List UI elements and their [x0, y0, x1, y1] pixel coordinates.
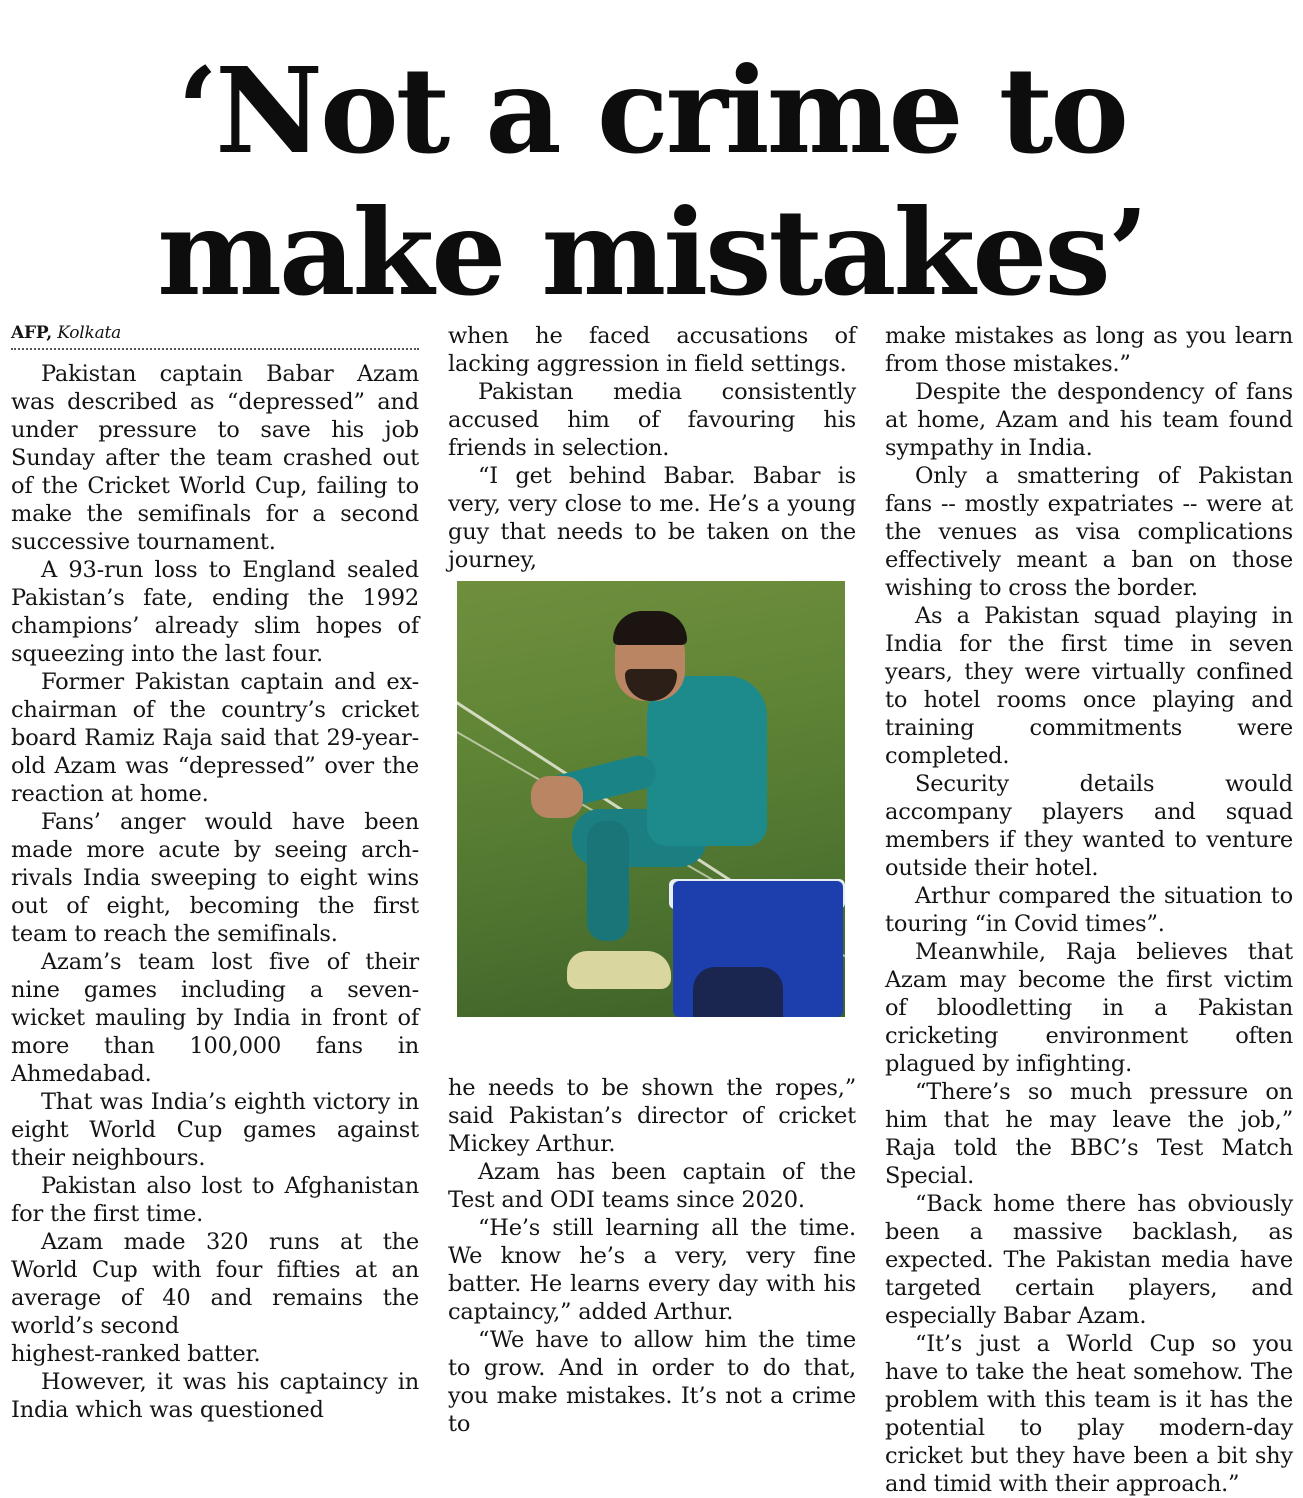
headline-line-2: make mistakes’	[157, 183, 1146, 322]
article-column-2	[448, 322, 856, 574]
byline-place: Kolkata	[57, 323, 122, 343]
article-column-2-continued	[448, 1074, 856, 1438]
paragraph: Pakistan media consistently accused him of favouring his friends in selection.	[448, 379, 856, 461]
paragraph: Meanwhile, Raja believes that Azam may become the first victim of bloodletting in a Pakistan cricketing environment often plagued by infighting.	[885, 939, 1293, 1077]
byline-divider	[11, 348, 419, 350]
paragraph: Pakistan also lost to Afghanistan for the first time.	[11, 1173, 419, 1227]
paragraph: That was India’s eighth victory in eight World Cup games against their neighbours.	[11, 1089, 419, 1171]
paragraph: Azam made 320 runs at the World Cup with four fifties at an average of 40 and remains the world’s second	[11, 1229, 419, 1339]
article-column-3	[885, 322, 1293, 1498]
paragraph: “It’s just a World Cup so you have to take the heat somehow. The problem with this team is it has the potential to play modern-day cricket but they have been a bit shy and timid with their approach.”	[885, 1331, 1293, 1497]
player-shoe	[567, 951, 671, 989]
paragraph: “There’s so much pressure on him that he may leave the job,” Raja told the BBC’s Test Match Special.	[885, 1079, 1293, 1189]
cricketer-photo	[457, 581, 845, 1017]
paragraph: “I get behind Babar. Babar is very, very close to me. He’s a young guy that needs to be taken on the journey,	[448, 463, 856, 573]
paragraph: Azam’s team lost five of their nine games including a seven-wicket mauling by India in front of more than 100,000 fans in Ahmedabad.	[11, 949, 419, 1087]
paragraph-tail: highest-ranked batter.	[11, 1341, 261, 1367]
paragraph: Fans’ anger would have been made more acute by seeing arch-rivals India sweeping to eight wins out of eight, becoming the first team to reach the semifinals.	[11, 809, 419, 947]
player-shin	[587, 821, 629, 941]
paragraph: Azam has been captain of the Test and ODI teams since 2020.	[448, 1159, 856, 1213]
player-torso	[647, 676, 767, 846]
article-column-1	[11, 322, 419, 1424]
byline-agency: AFP,	[11, 323, 52, 343]
paragraph: “Back home there has obviously been a massive backlash, as expected. The Pakistan media have targeted certain players, and especially Babar Azam.	[885, 1191, 1293, 1329]
paragraph: Only a smattering of Pakistan fans -- mostly expatriates -- were at the venues as visa complications effectively meant a ban on those wishing to cross the border.	[885, 463, 1293, 601]
paragraph: Pakistan captain Babar Azam was described as “depressed” and under pressure to save his job Sunday after the team crashed out of the Cricket World Cup, failing to make the semifinals for a second successive tournament.	[11, 361, 419, 555]
paragraph: A 93-run loss to England sealed Pakistan’s fate, ending the 1992 champions’ already slim hopes of squeezing into the last four.	[11, 557, 419, 667]
paragraph: “We have to allow him the time to grow. And in order to do that, you make mistakes. It’s not a crime to	[448, 1327, 856, 1437]
paragraph: Former Pakistan captain and ex-chairman of the country’s cricket board Ramiz Raja said that 29-year-old Azam was “depressed” over the reaction at home.	[11, 669, 419, 807]
paragraph: Arthur compared the situation to touring “in Covid times”.	[885, 883, 1293, 937]
player-hands	[531, 776, 583, 818]
headline-line-1: ‘Not a crime to	[177, 41, 1126, 180]
player-hair	[613, 611, 687, 645]
headline	[0, 40, 1303, 324]
paragraph: make mistakes as long as you learn from those mistakes.”	[885, 323, 1293, 377]
paragraph: when he faced accusations of lacking aggression in field settings.	[448, 323, 856, 377]
kit-bag	[693, 967, 783, 1017]
paragraph: Despite the despondency of fans at home, Azam and his team found sympathy in India.	[885, 379, 1293, 461]
byline	[11, 322, 419, 344]
paragraph: he needs to be shown the ropes,” said Pakistan’s director of cricket Mickey Arthur.	[448, 1075, 856, 1157]
paragraph: Security details would accompany players and squad members if they wanted to venture outside their hotel.	[885, 771, 1293, 881]
paragraph: As a Pakistan squad playing in India for the first time in seven years, they were virtually confined to hotel rooms once playing and training commitments were completed.	[885, 603, 1293, 769]
paragraph-tail: However, it was his captaincy in India which was questioned	[11, 1369, 419, 1423]
paragraph: “He’s still learning all the time. We know he’s a very, very fine batter. He learns every day with his captaincy,” added Arthur.	[448, 1215, 856, 1325]
